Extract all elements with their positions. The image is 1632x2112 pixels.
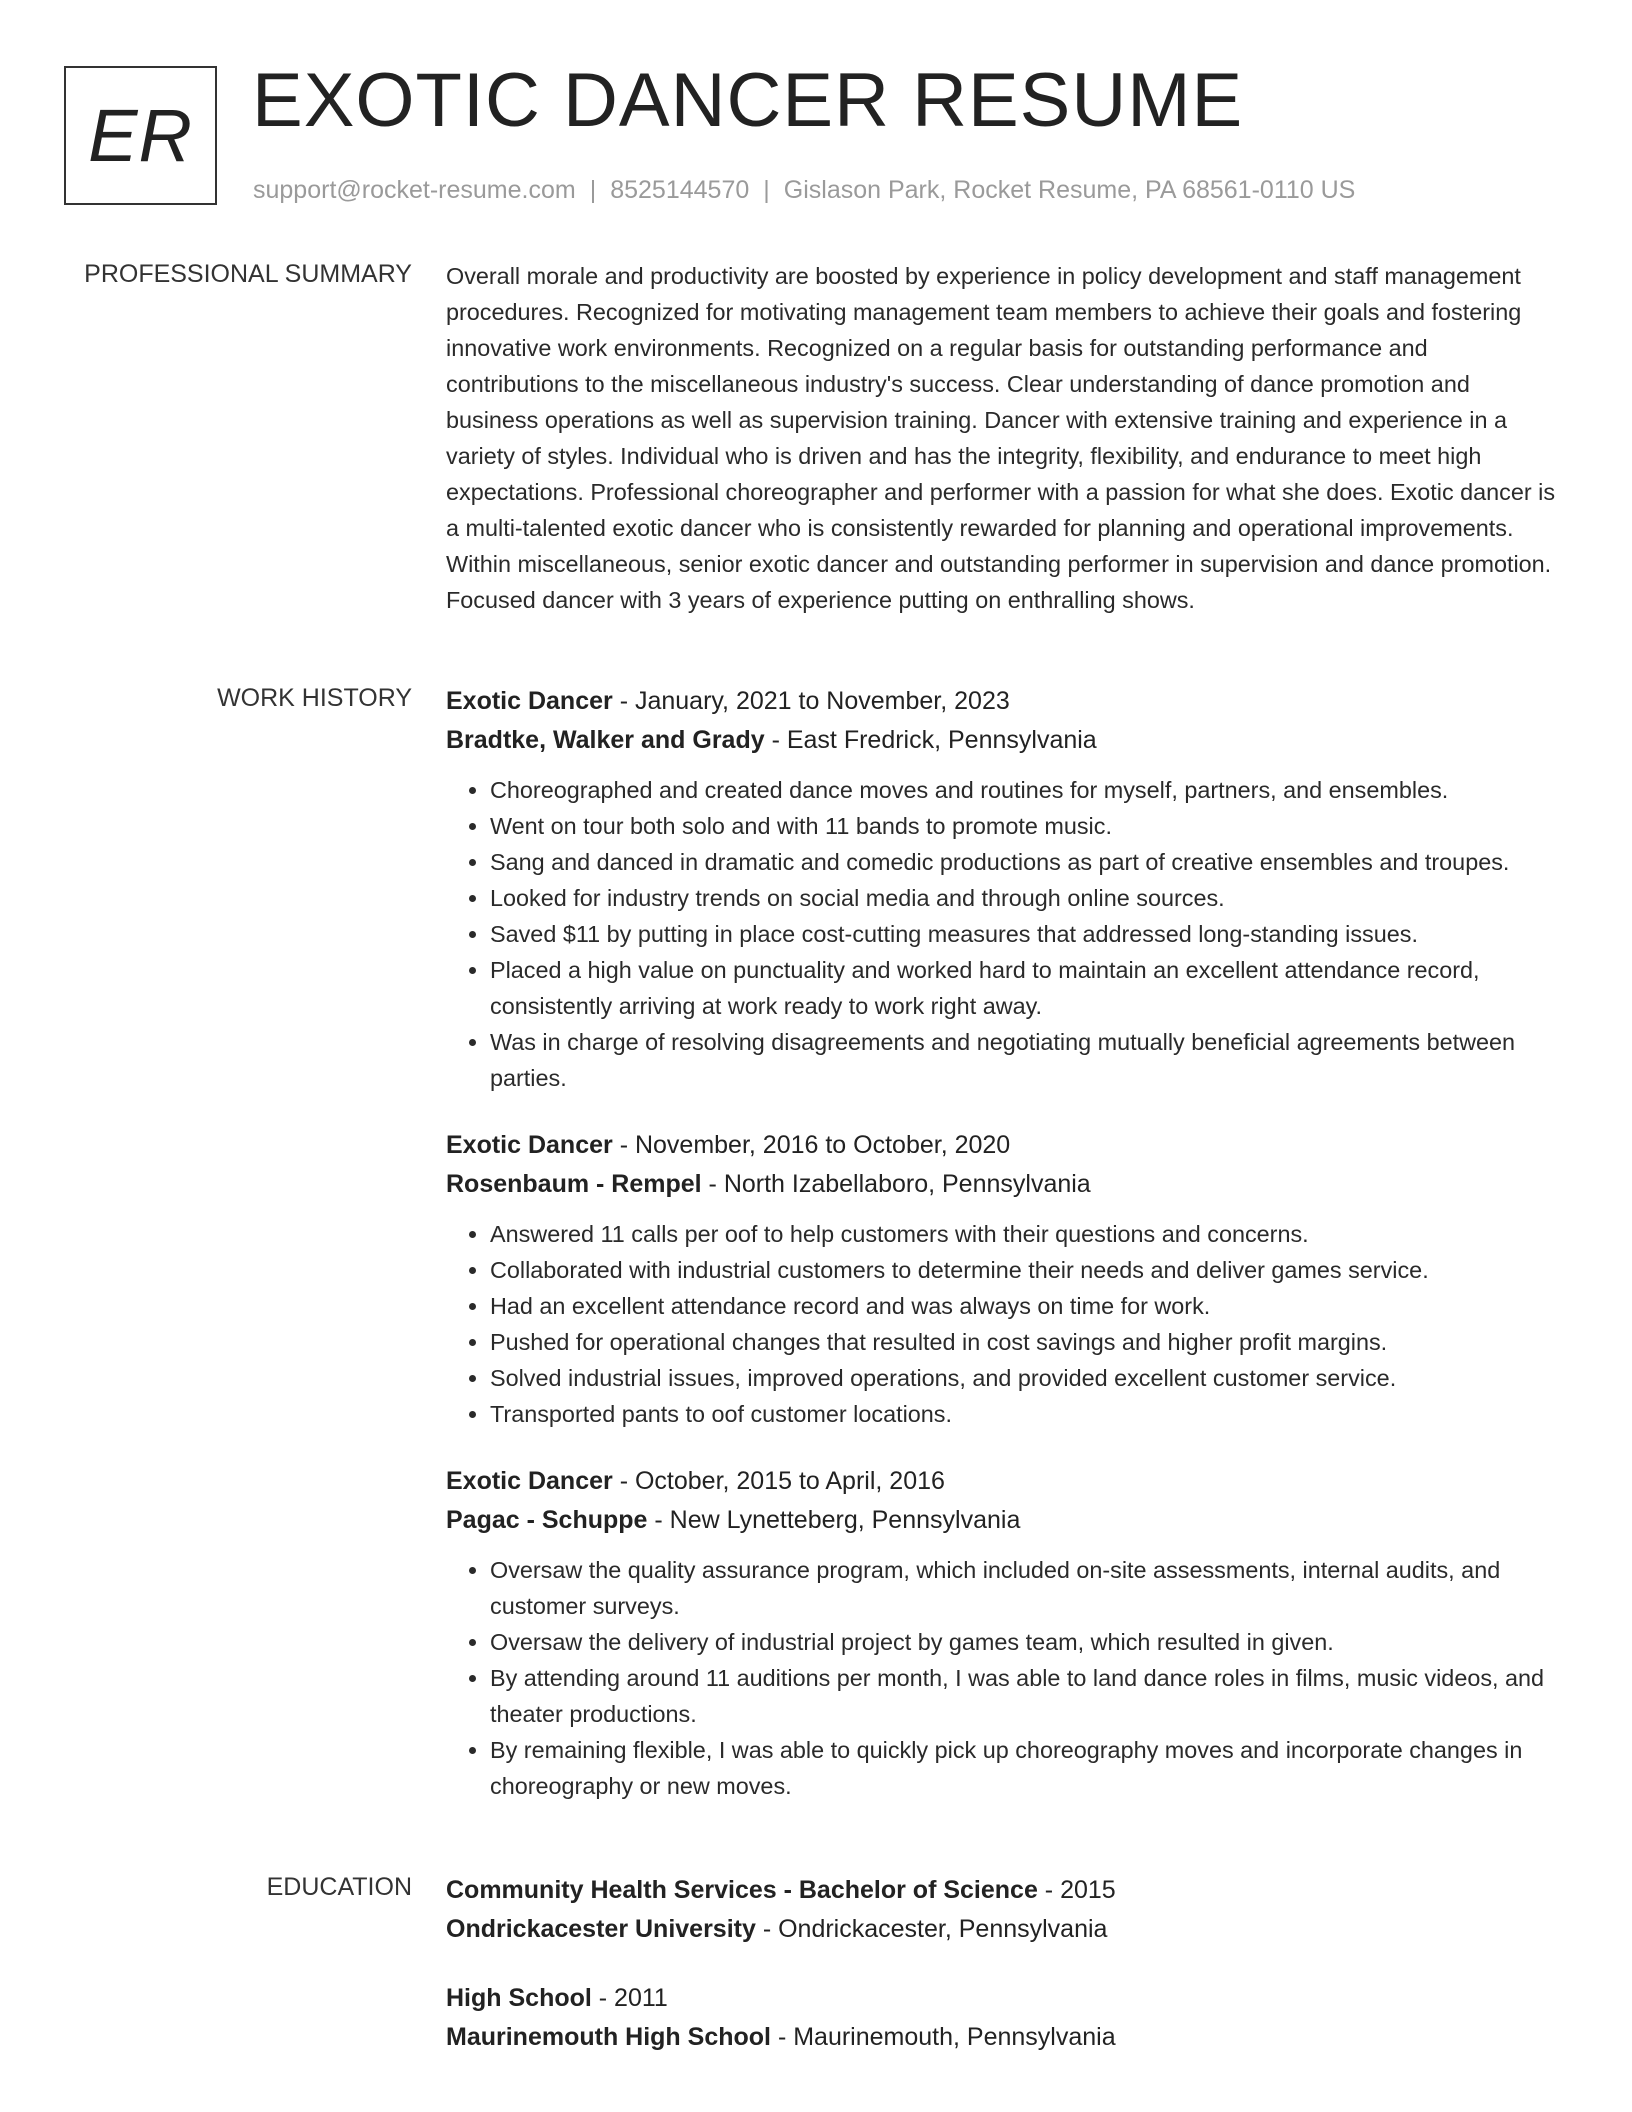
contact-address: Gislason Park, Rocket Resume, PA 68561-0110 US bbox=[783, 176, 1356, 204]
job-title-line bbox=[446, 682, 1561, 721]
job-title-line bbox=[446, 1462, 1561, 1501]
education-location: - Maurinemouth, Pennsylvania bbox=[771, 2023, 1116, 2051]
job-dates: - January, 2021 to November, 2023 bbox=[612, 687, 1010, 715]
job-dates: - November, 2016 to October, 2020 bbox=[612, 1131, 1011, 1159]
education-location: - Ondrickacester, Pennsylvania bbox=[755, 1915, 1108, 1943]
job-bullet: • Choreographed and created dance moves and routines for myself, partners, and ensembles. bbox=[490, 772, 1561, 808]
section-label-education: EDUCATION bbox=[266, 1873, 412, 1901]
job-dates: - October, 2015 to April, 2016 bbox=[612, 1467, 945, 1495]
job-company: Rosenbaum - Rempel bbox=[446, 1170, 702, 1198]
education-school-line bbox=[446, 1910, 1561, 1949]
job-title: Exotic Dancer bbox=[446, 687, 613, 715]
job-location: - East Fredrick, Pennsylvania bbox=[764, 726, 1097, 754]
section-label-work: WORK HISTORY bbox=[217, 684, 412, 712]
summary-text: Overall morale and productivity are boosted by experience in policy development and staff management procedures. Recognized for motivating management team members to achieve their goals and fostering innovative work environments. Recognized on a regular basis for outstanding performance and contributions to the miscellaneous industry's success. Clear understanding of dance promotion and business operations as well as supervision training. Dancer with extensive training and experience in a variety of styles. Individual who is driven and has the integrity, flexibility, and endurance to meet high expectations. Professional choreographer and performer with a passion for what she does. Exotic dancer is a multi-talented exotic dancer who is consistently rewarded for planning and operational improvements. Within miscellaneous, senior exotic dancer and outstanding performer in supervision and dance promotion. Focused dancer with 3 years of experience putting on enthralling shows. bbox=[446, 263, 1556, 613]
job-title: Exotic Dancer bbox=[446, 1131, 613, 1159]
job-list bbox=[446, 682, 1561, 1834]
education-list bbox=[446, 1871, 1561, 2087]
job-bullet: • Sang and danced in dramatic and comedic productions as part of creative ensembles and troupes. bbox=[490, 844, 1561, 880]
education-entry bbox=[446, 1871, 1561, 1949]
job-bullet: • Collaborated with industrial customers to determine their needs and deliver games service. bbox=[490, 1252, 1561, 1288]
education-degree-line bbox=[446, 1871, 1561, 1910]
education-school: Ondrickacester University bbox=[446, 1915, 756, 1943]
job-company: Pagac - Schuppe bbox=[446, 1506, 648, 1534]
job-title: Exotic Dancer bbox=[446, 1467, 613, 1495]
job-bullet: • Looked for industry trends on social media and through online sources. bbox=[490, 880, 1561, 916]
job-bullet: • Had an excellent attendance record and was always on time for work. bbox=[490, 1288, 1561, 1324]
education-degree-line bbox=[446, 1979, 1561, 2018]
job-company-line bbox=[446, 1501, 1561, 1540]
job-bullets bbox=[446, 1216, 1561, 1432]
contact-phone: 8525144570 bbox=[610, 176, 750, 204]
job-bullets bbox=[446, 1552, 1561, 1804]
job-location: - New Lynetteberg, Pennsylvania bbox=[647, 1506, 1021, 1534]
education-degree: Community Health Services - Bachelor of Science bbox=[446, 1876, 1038, 1904]
education-year: - 2015 bbox=[1037, 1876, 1116, 1904]
education-degree: High School bbox=[446, 1984, 592, 2012]
initials-logo: ER bbox=[64, 66, 217, 205]
education-entry bbox=[446, 1979, 1561, 2057]
job-bullet: • Was in charge of resolving disagreements and negotiating mutually beneficial agreements between parties. bbox=[490, 1024, 1561, 1096]
contact-separator: | bbox=[763, 176, 770, 204]
job-bullets bbox=[446, 772, 1561, 1096]
job-bullet: • By remaining flexible, I was able to quickly pick up choreography moves and incorporate changes in choreography or new moves. bbox=[490, 1732, 1561, 1804]
job-bullet: • Placed a high value on punctuality and worked hard to maintain an excellent attendance record, consistently arriving at work ready to work right away. bbox=[490, 952, 1561, 1024]
contact-email: support@rocket-resume.com bbox=[253, 176, 576, 204]
education-year: - 2011 bbox=[591, 1984, 668, 2012]
job-bullet: • Pushed for operational changes that resulted in cost savings and higher profit margins. bbox=[490, 1324, 1561, 1360]
job-bullet: • By attending around 11 auditions per month, I was able to land dance roles in films, music videos, and theater productions. bbox=[490, 1660, 1561, 1732]
section-label-summary: PROFESSIONAL SUMMARY bbox=[84, 260, 412, 288]
contact-line bbox=[253, 174, 1355, 206]
job-company: Bradtke, Walker and Grady bbox=[446, 726, 765, 754]
job-title-line bbox=[446, 1126, 1561, 1165]
job-bullet: • Solved industrial issues, improved operations, and provided excellent customer service. bbox=[490, 1360, 1561, 1396]
job-entry bbox=[446, 1462, 1561, 1804]
job-company-line bbox=[446, 721, 1561, 760]
job-location: - North Izabellaboro, Pennsylvania bbox=[701, 1170, 1091, 1198]
job-entry bbox=[446, 1126, 1561, 1432]
job-company-line bbox=[446, 1165, 1561, 1204]
job-bullet: • Transported pants to oof customer locations. bbox=[490, 1396, 1561, 1432]
job-entry bbox=[446, 682, 1561, 1096]
resume-title: EXOTIC DANCER RESUME bbox=[252, 58, 1244, 143]
education-school-line bbox=[446, 2018, 1561, 2057]
education-school: Maurinemouth High School bbox=[446, 2023, 771, 2051]
job-bullet: • Saved $11 by putting in place cost-cutting measures that addressed long-standing issues. bbox=[490, 916, 1561, 952]
job-bullet: • Oversaw the quality assurance program, which included on-site assessments, internal audits, and customer surveys. bbox=[490, 1552, 1561, 1624]
job-bullet: • Answered 11 calls per oof to help customers with their questions and concerns. bbox=[490, 1216, 1561, 1252]
contact-separator: | bbox=[589, 176, 597, 204]
job-bullet: • Oversaw the delivery of industrial project by games team, which resulted in given. bbox=[490, 1624, 1561, 1660]
job-bullet: • Went on tour both solo and with 11 bands to promote music. bbox=[490, 808, 1561, 844]
